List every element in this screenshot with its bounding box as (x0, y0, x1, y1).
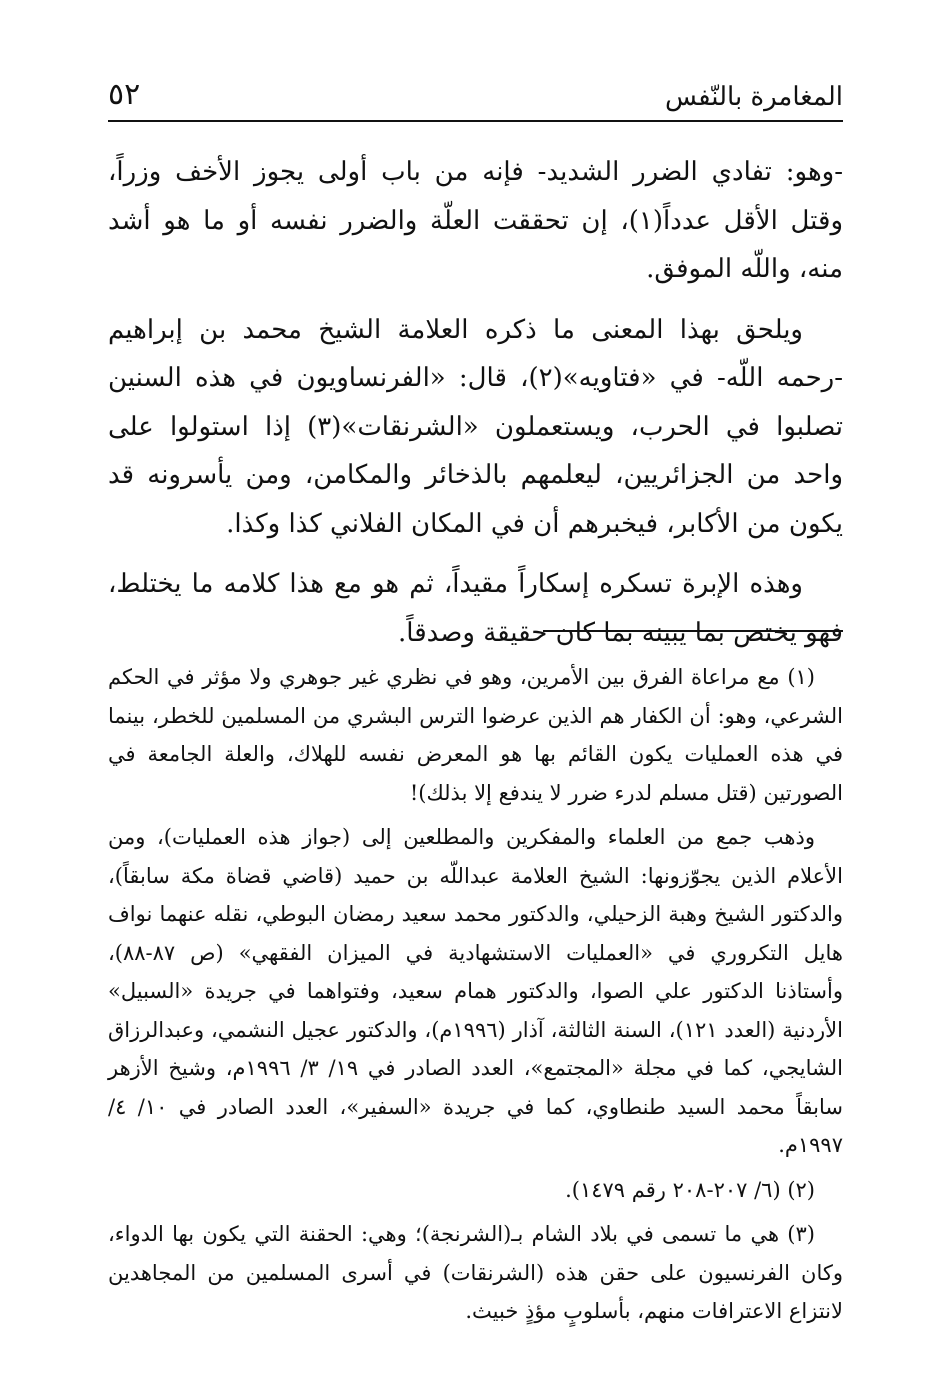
footnotes (108, 658, 843, 1337)
footnote-3: (٣) هي ما تسمى في بلاد الشام بـ(الشرنجة)؛ وهي: الحقنة التي يكون بها الدواء، وكان الفرنسيون على حقن هذه (الشرنقات) في أسرى المسلمين من المجاهدين لانتزاع الاعترافات منهم، بأسلوبٍ مؤذٍ خبيث. (108, 1222, 843, 1323)
body-paragraph-3: وهذه الإبرة تسكره إسكاراً مقيداً، ثم هو مع هذا كلامه ما يختلط، فهو يختص بما يبينه بما كان حقيقة وصدقاً. (108, 569, 843, 648)
footnote-1-continuation: وذهب جمع من العلماء والمفكرين والمطلعين إلى (جواز هذه العمليات)، ومن الأعلام الذين يجوّزونها: الشيخ العلامة عبداللّه بن حميد (قاضي قضاة مكة سابقاً)، والدكتور الشيخ وهبة الزحيلي، والدكتور محمد سعيد رمضان البوطي، نقله عنهما نواف هايل التكروري في «العمليات الاستشهادية في الميزان الفقهي» (ص ٨٧-٨٨)، وأستاذنا الدكتور علي الصوا، والدكتور همام سعيد، وفتواهما في جريدة «السبيل» الأردنية (العدد ١٢١)، السنة الثالثة، آذار (١٩٩٦م)، والدكتور عجيل النشمي، وعبدالرزاق الشايجي، كما في مجلة «المجتمع»، العدد الصادر في ١٩/ ٣/ ١٩٩٦م، وشيخ الأزهر سابقاً محمد السيد طنطاوي، كما في جريدة «السفير»، العدد الصادر في ١٠/ ٤/ ١٩٩٧م. (108, 825, 843, 1157)
page-number: ٥٢ (108, 77, 141, 112)
running-title: المغامرة بالنّفس (664, 82, 843, 112)
body-paragraph-1: -وهو: تفادي الضرر الشديد- فإنه من باب أولى يجوز الأخف وزراً، وقتل الأقل عدداً(١)، إن تحققت العلّة والضرر نفسه أو ما هو أشد منه، واللّه الموفق. (108, 157, 843, 284)
footnote-separator (543, 630, 843, 632)
main-text (108, 148, 843, 669)
footnote-1: (١) مع مراعاة الفرق بين الأمرين، وهو في نظري غير جوهري ولا مؤثر في الحكم الشرعي، وهو: أن الكفار هم الذين عرضوا الترس البشري من المسلمين للخطر، بينما في هذه العمليات يكون القائم بها هو المعرض نفسه للهلاك، والعلة الجامعة في الصورتين (قتل مسلم لدرء ضرر لا يندفع إلا بذلك)! (108, 665, 843, 805)
page-header (108, 72, 843, 122)
footnote-2: (٢) (٦/ ٢٠٧-٢٠٨ رقم ١٤٧٩). (565, 1177, 815, 1202)
body-paragraph-2: ويلحق بهذا المعنى ما ذكره العلامة الشيخ محمد بن إبراهيم -رحمه اللّه- في «فتاويه»(٢)، قال: «الفرنساويون في هذه السنين تصلبوا في الحرب، ويستعملون «الشرنقات»(٣) إذا استولوا على واحد من الجزائريين، ليعلمهم بالذخائر والمكامن، ومن يأسرونه قد يكون من الأكابر، فيخبرهم أن في المكان الفلاني كذا وكذا. (108, 314, 844, 539)
